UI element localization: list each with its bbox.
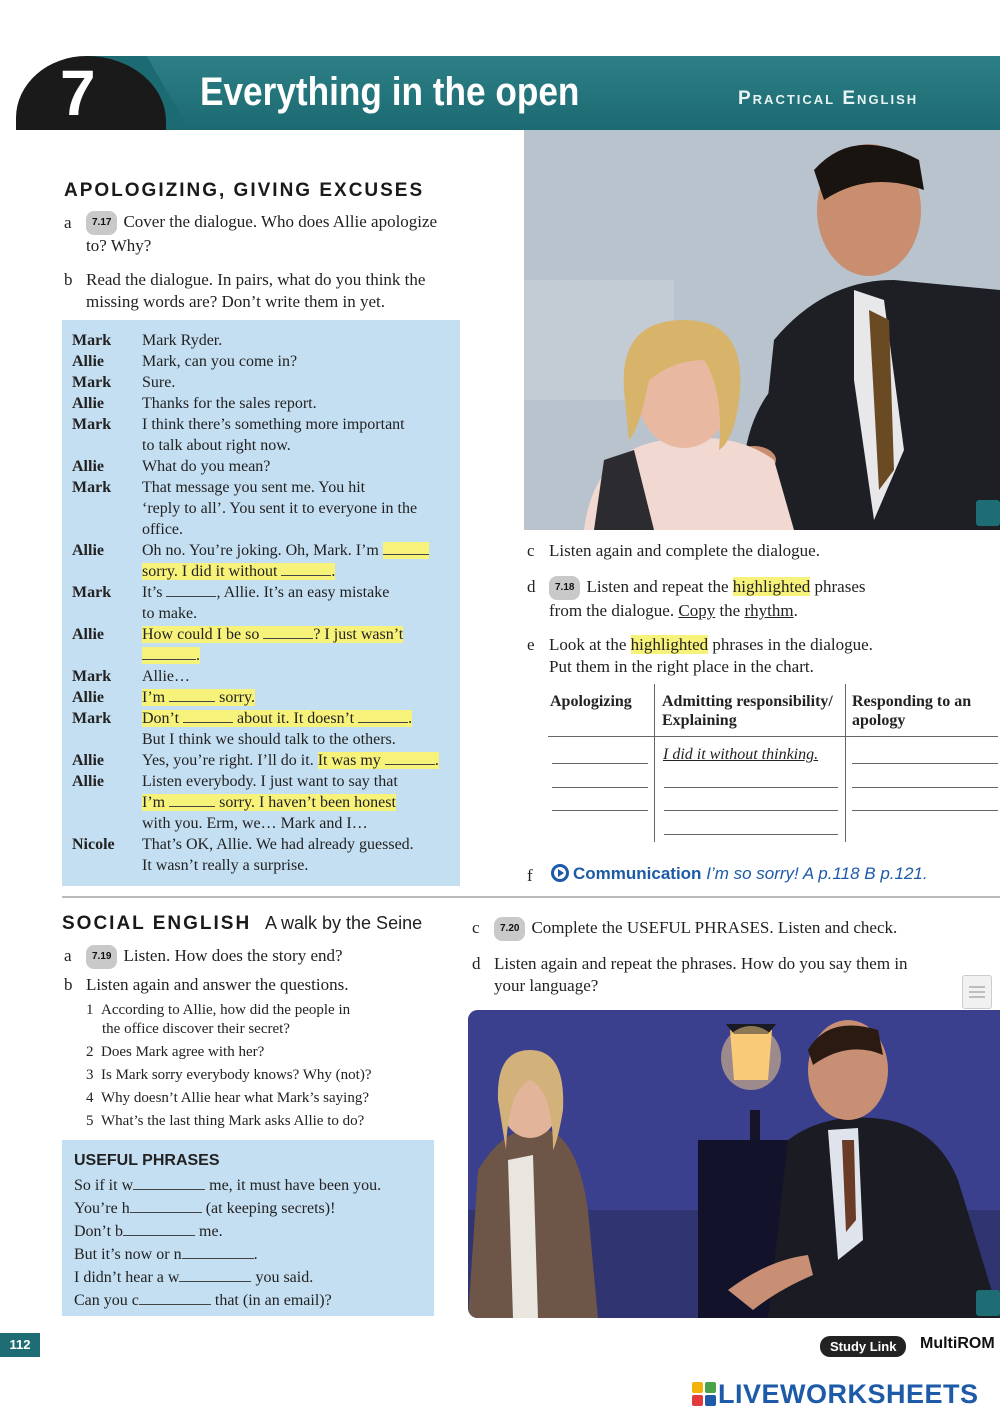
answer-blank[interactable] — [133, 1176, 205, 1190]
phrase-row: So if it w me, it must have been you. — [74, 1177, 382, 1194]
phrase-row: But it’s now or n . — [74, 1246, 258, 1263]
answer-blank[interactable] — [358, 709, 408, 723]
audio-track-badge[interactable]: 7.19 — [86, 945, 117, 969]
dialogue-box: Mark Mark Ryder. Allie Mark, can you come in? Mark Sure. Allie Thanks for the sales report. Mark I think there’s something more important to talk about right now. Allie What do you mean? Mark That message you sent me. You hit ‘reply to all’. You sent it to everyone in the office. Allie Oh no. You’re joking. Oh, Mark. I’m sorry. I did it without . Mark It’s , Allie. It’s an easy mistake to make. Allie How could I be so ? I just wasn’t . Mark Allie… Allie I’m sorry. Mark Don’t about it. It doesn’t . But I think we should talk to the others. Allie Yes, you’re right. I’ll do it. It was my . Allie Listen everybody. I just want to say that I’m sorry. I haven’t been honest with you. Erm, we… Mark and I… Nicole That’s OK, Allie. We had already guessed. It wasn’t really a surprise. — [62, 320, 460, 886]
section-heading-social: SOCIAL ENGLISH — [62, 913, 252, 934]
answer-line[interactable] — [852, 787, 998, 788]
chart-col-apologizing: Apologizing — [550, 693, 632, 710]
answer-blank[interactable] — [179, 1268, 251, 1282]
chart-col-responding: Responding to an apology — [852, 693, 972, 729]
liveworksheets-logo-icon — [692, 1382, 716, 1406]
answer-line[interactable] — [852, 763, 998, 764]
question-item: 4 Why doesn’t Allie hear what Mark’s saying? — [86, 1090, 369, 1106]
question-item: 2 Does Mark agree with her? — [86, 1044, 265, 1060]
answer-line[interactable] — [552, 763, 648, 764]
social-b: Listen again and answer the questions. — [86, 975, 349, 994]
answer-blank[interactable] — [383, 541, 429, 555]
chart-divider — [845, 684, 846, 842]
multirom-label: MultiROM — [920, 1335, 995, 1352]
answer-blank[interactable] — [123, 1222, 195, 1236]
task-f: Communication I’m so sorry! A p.118 B p.121. — [551, 864, 928, 884]
side-panel-icon[interactable] — [976, 1290, 1000, 1316]
answer-line[interactable] — [552, 787, 648, 788]
answer-line[interactable] — [664, 810, 838, 811]
unit-title: Everything in the open — [200, 70, 580, 114]
social-c-label: c — [472, 918, 480, 937]
useful-phrases-title: USEFUL PHRASES — [74, 1152, 220, 1169]
answer-line[interactable] — [664, 787, 838, 788]
task-b-label: b — [64, 270, 73, 289]
chart-divider — [654, 684, 655, 842]
audio-track-badge[interactable]: 7.20 — [494, 917, 525, 941]
answer-blank[interactable] — [169, 688, 215, 702]
task-f-label: f — [527, 866, 533, 885]
answer-line[interactable] — [552, 810, 648, 811]
social-c: 7.20 Complete the USEFUL PHRASES. Listen and check. — [494, 917, 897, 941]
answer-blank[interactable] — [130, 1199, 202, 1213]
task-d-label: d — [527, 577, 536, 596]
audio-track-badge[interactable]: 7.17 — [86, 211, 117, 235]
section-divider — [62, 896, 1000, 898]
social-d-label: d — [472, 954, 481, 973]
social-d: Listen again and repeat the phrases. How do you say them in your language? — [494, 954, 908, 995]
menu-icon[interactable] — [962, 975, 992, 1009]
task-a: 7.17 Cover the dialogue. Who does Allie apologize to? Why? — [86, 212, 438, 255]
chart-example: I did it without thinking. — [663, 746, 819, 763]
useful-phrases-box — [62, 1140, 434, 1316]
answer-line[interactable] — [852, 810, 998, 811]
social-a-label: a — [64, 946, 72, 965]
side-panel-icon[interactable] — [976, 500, 1000, 526]
task-d: 7.18 Listen and repeat the highlighted phrases from the dialogue. Copy the rhythm. — [549, 577, 866, 620]
phrase-row: I didn’t hear a w you said. — [74, 1269, 314, 1286]
question-item: 1 According to Allie, how did the people in the office discover their secret? — [86, 1002, 351, 1037]
task-b: Read the dialogue. In pairs, what do you think the missing words are? Don’t write them in yet. — [86, 270, 426, 311]
task-c: Listen again and complete the dialogue. — [549, 541, 820, 560]
photo-office-scene — [524, 130, 1000, 530]
study-link-badge[interactable]: Study Link — [820, 1336, 906, 1357]
question-item: 3 Is Mark sorry everybody knows? Why (not)? — [86, 1067, 372, 1083]
answer-blank[interactable] — [281, 562, 331, 576]
answer-blank[interactable] — [385, 751, 435, 765]
answer-blank[interactable] — [142, 646, 196, 660]
phrase-row: Don’t b me. — [74, 1223, 223, 1240]
task-c-label: c — [527, 541, 535, 560]
phrase-row: You’re h (at keeping secrets)! — [74, 1200, 336, 1217]
answer-blank[interactable] — [183, 709, 233, 723]
communication-icon — [551, 864, 569, 882]
question-item: 5 What’s the last thing Mark asks Allie to do? — [86, 1113, 365, 1129]
photo-night-walk — [468, 1010, 1000, 1318]
answer-line[interactable] — [664, 834, 838, 835]
page-number: 112 — [0, 1333, 40, 1357]
answer-blank[interactable] — [182, 1245, 254, 1259]
answer-blank[interactable] — [263, 625, 313, 639]
answer-blank[interactable] — [166, 583, 216, 597]
social-a: 7.19 Listen. How does the story end? — [86, 945, 343, 969]
answer-blank[interactable] — [169, 793, 215, 807]
chart-divider — [548, 736, 998, 737]
section-subheading: A walk by the Seine — [265, 913, 423, 933]
task-a-label: a — [64, 213, 72, 232]
section-heading-apologizing: APOLOGIZING, GIVING EXCUSES — [64, 180, 425, 201]
liveworksheets-watermark: LIVEWORKSHEETS — [692, 1379, 979, 1410]
section-label: Practical English — [738, 88, 919, 109]
answer-blank[interactable] — [139, 1291, 211, 1305]
audio-track-badge[interactable]: 7.18 — [549, 576, 580, 600]
social-b-label: b — [64, 975, 73, 994]
chart-col-admitting: Admitting responsibility/ Explaining — [662, 693, 833, 729]
task-e-label: e — [527, 635, 535, 654]
phrase-row: Can you c that (in an email)? — [74, 1292, 332, 1309]
task-e: Look at the highlighted phrases in the dialogue. Put them in the right place in the chart. — [549, 635, 873, 676]
unit-number: 7 — [60, 57, 96, 129]
